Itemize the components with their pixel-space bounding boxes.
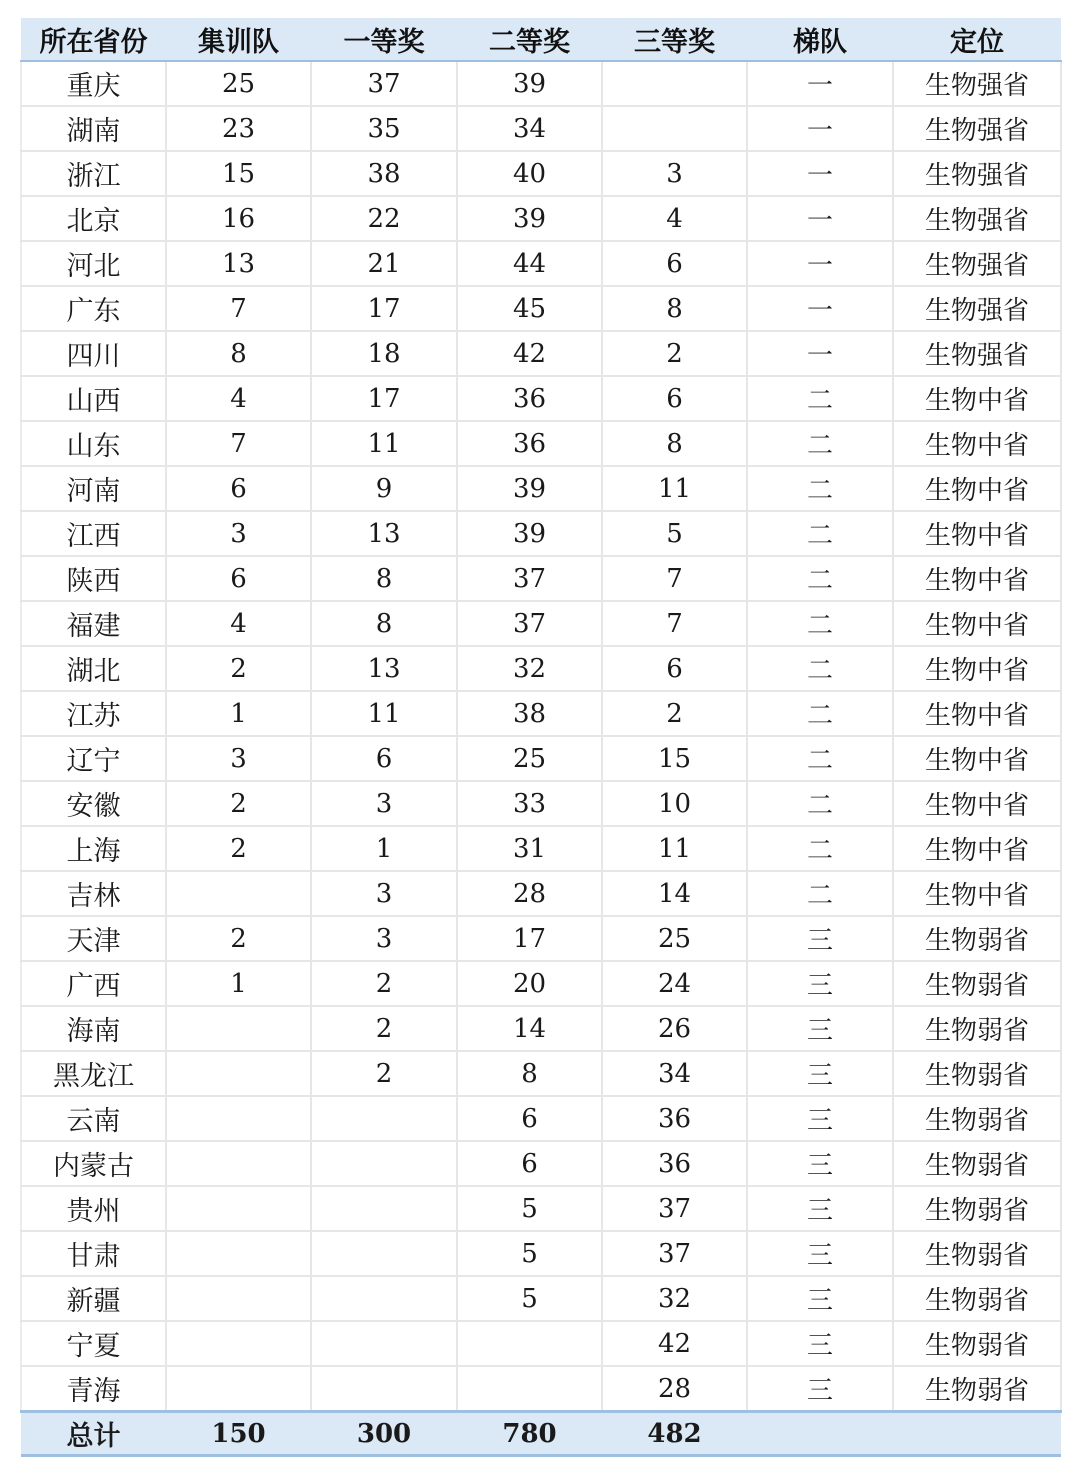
cell-positioning: 生物弱省 [893,1231,1061,1276]
cell-training-team: 1 [166,961,311,1006]
total-positioning [893,1412,1061,1456]
table-row [21,601,1061,646]
cell-tier: 三 [747,1321,893,1366]
table-row [21,376,1061,421]
cell-tier: 二 [747,556,893,601]
cell-second-prize: 45 [457,286,602,331]
cell-third-prize: 8 [602,286,747,331]
table-row [21,781,1061,826]
cell-province: 广西 [21,961,166,1006]
cell-province: 浙江 [21,151,166,196]
cell-second-prize: 38 [457,691,602,736]
cell-second-prize: 5 [457,1276,602,1321]
cell-first-prize [311,1141,457,1186]
table-row [21,1186,1061,1231]
cell-tier: 二 [747,376,893,421]
table-row [21,1096,1061,1141]
table-row [21,1231,1061,1276]
cell-tier: 三 [747,1006,893,1051]
cell-first-prize: 2 [311,1006,457,1051]
total-tier [747,1412,893,1456]
cell-second-prize: 6 [457,1141,602,1186]
cell-third-prize: 11 [602,826,747,871]
cell-first-prize: 17 [311,376,457,421]
cell-first-prize: 35 [311,106,457,151]
cell-province: 贵州 [21,1186,166,1231]
table-row [21,1051,1061,1096]
table-row [21,1276,1061,1321]
cell-third-prize: 15 [602,736,747,781]
cell-training-team: 2 [166,646,311,691]
cell-first-prize: 3 [311,781,457,826]
cell-training-team: 2 [166,916,311,961]
table-row [21,331,1061,376]
cell-training-team [166,1141,311,1186]
cell-second-prize: 39 [457,61,602,106]
cell-tier: 二 [747,646,893,691]
total-label: 总计 [21,1412,166,1456]
cell-training-team [166,1051,311,1096]
table-row [21,196,1061,241]
table-row [21,691,1061,736]
cell-positioning: 生物中省 [893,601,1061,646]
cell-positioning: 生物强省 [893,196,1061,241]
cell-first-prize: 1 [311,826,457,871]
cell-third-prize: 11 [602,466,747,511]
cell-training-team [166,1366,311,1412]
cell-training-team: 4 [166,376,311,421]
cell-training-team: 7 [166,286,311,331]
cell-first-prize: 18 [311,331,457,376]
cell-third-prize: 6 [602,646,747,691]
cell-tier: 二 [747,466,893,511]
cell-training-team: 13 [166,241,311,286]
cell-second-prize: 8 [457,1051,602,1096]
table-row [21,106,1061,151]
cell-third-prize: 36 [602,1141,747,1186]
cell-first-prize [311,1321,457,1366]
cell-tier: 一 [747,241,893,286]
cell-first-prize: 13 [311,511,457,556]
cell-positioning: 生物强省 [893,286,1061,331]
cell-province: 重庆 [21,61,166,106]
cell-province: 陕西 [21,556,166,601]
cell-training-team: 6 [166,466,311,511]
table-row [21,241,1061,286]
cell-province: 四川 [21,331,166,376]
cell-province: 甘肃 [21,1231,166,1276]
cell-first-prize [311,1231,457,1276]
cell-second-prize: 31 [457,826,602,871]
cell-first-prize: 8 [311,556,457,601]
cell-positioning: 生物强省 [893,61,1061,106]
cell-first-prize [311,1276,457,1321]
cell-third-prize: 10 [602,781,747,826]
table-row [21,871,1061,916]
cell-positioning: 生物强省 [893,151,1061,196]
cell-second-prize: 6 [457,1096,602,1141]
total-training-team: 150 [166,1412,311,1456]
cell-tier: 二 [747,736,893,781]
cell-province: 湖北 [21,646,166,691]
cell-positioning: 生物弱省 [893,1186,1061,1231]
cell-second-prize: 5 [457,1231,602,1276]
cell-second-prize: 40 [457,151,602,196]
cell-tier: 一 [747,196,893,241]
table-row [21,646,1061,691]
cell-second-prize: 32 [457,646,602,691]
cell-tier: 三 [747,961,893,1006]
cell-tier: 一 [747,61,893,106]
cell-tier: 一 [747,106,893,151]
cell-tier: 三 [747,1141,893,1186]
cell-positioning: 生物弱省 [893,1096,1061,1141]
cell-second-prize: 36 [457,376,602,421]
cell-third-prize: 4 [602,196,747,241]
cell-third-prize: 34 [602,1051,747,1096]
table-row [21,556,1061,601]
header-row [21,18,1061,61]
table-row [21,1366,1061,1412]
cell-tier: 三 [747,1096,893,1141]
cell-positioning: 生物弱省 [893,1366,1061,1412]
cell-tier: 三 [747,916,893,961]
table-row [21,511,1061,556]
cell-third-prize: 42 [602,1321,747,1366]
cell-training-team: 3 [166,511,311,556]
cell-third-prize: 37 [602,1231,747,1276]
cell-first-prize: 9 [311,466,457,511]
total-second-prize: 780 [457,1412,602,1456]
table-row [21,1321,1061,1366]
cell-third-prize: 6 [602,241,747,286]
cell-second-prize: 17 [457,916,602,961]
cell-province: 天津 [21,916,166,961]
cell-positioning: 生物中省 [893,556,1061,601]
cell-training-team [166,871,311,916]
cell-province: 内蒙古 [21,1141,166,1186]
cell-training-team [166,1096,311,1141]
cell-second-prize [457,1321,602,1366]
cell-second-prize: 33 [457,781,602,826]
cell-training-team: 3 [166,736,311,781]
cell-province: 福建 [21,601,166,646]
cell-positioning: 生物中省 [893,736,1061,781]
cell-training-team: 4 [166,601,311,646]
cell-tier: 二 [747,601,893,646]
cell-tier: 三 [747,1231,893,1276]
cell-province: 新疆 [21,1276,166,1321]
cell-positioning: 生物中省 [893,691,1061,736]
cell-tier: 三 [747,1051,893,1096]
header-first-prize: 一等奖 [311,18,457,61]
cell-third-prize: 36 [602,1096,747,1141]
cell-third-prize: 5 [602,511,747,556]
cell-second-prize: 39 [457,196,602,241]
cell-province: 北京 [21,196,166,241]
cell-training-team: 1 [166,691,311,736]
cell-first-prize: 3 [311,916,457,961]
cell-third-prize: 26 [602,1006,747,1051]
table-row [21,1006,1061,1051]
table-row [21,286,1061,331]
cell-second-prize: 39 [457,511,602,556]
cell-tier: 二 [747,421,893,466]
cell-training-team [166,1006,311,1051]
cell-positioning: 生物强省 [893,241,1061,286]
table-row [21,1141,1061,1186]
cell-province: 黑龙江 [21,1051,166,1096]
total-third-prize: 482 [602,1412,747,1456]
cell-positioning: 生物中省 [893,646,1061,691]
cell-province: 河北 [21,241,166,286]
cell-second-prize: 34 [457,106,602,151]
cell-positioning: 生物弱省 [893,1276,1061,1321]
cell-training-team [166,1231,311,1276]
cell-training-team: 8 [166,331,311,376]
cell-positioning: 生物弱省 [893,916,1061,961]
cell-training-team: 6 [166,556,311,601]
cell-tier: 二 [747,871,893,916]
cell-first-prize: 8 [311,601,457,646]
cell-training-team: 25 [166,61,311,106]
header-tier: 梯队 [747,18,893,61]
cell-province: 江苏 [21,691,166,736]
cell-second-prize: 28 [457,871,602,916]
cell-training-team [166,1321,311,1366]
cell-training-team [166,1186,311,1231]
cell-positioning: 生物强省 [893,331,1061,376]
cell-province: 吉林 [21,871,166,916]
cell-third-prize: 25 [602,916,747,961]
cell-first-prize: 2 [311,961,457,1006]
cell-second-prize: 37 [457,556,602,601]
cell-first-prize: 2 [311,1051,457,1096]
cell-province: 广东 [21,286,166,331]
header-training-team: 集训队 [166,18,311,61]
total-first-prize: 300 [311,1412,457,1456]
cell-second-prize: 37 [457,601,602,646]
cell-tier: 三 [747,1186,893,1231]
cell-third-prize: 6 [602,376,747,421]
table-row [21,736,1061,781]
cell-third-prize: 2 [602,691,747,736]
cell-tier: 二 [747,691,893,736]
cell-second-prize: 44 [457,241,602,286]
cell-first-prize: 21 [311,241,457,286]
cell-third-prize: 14 [602,871,747,916]
cell-first-prize [311,1096,457,1141]
cell-province: 山东 [21,421,166,466]
table-row [21,151,1061,196]
cell-positioning: 生物中省 [893,781,1061,826]
header-second-prize: 二等奖 [457,18,602,61]
table-row [21,826,1061,871]
cell-first-prize: 13 [311,646,457,691]
cell-tier: 一 [747,331,893,376]
cell-first-prize [311,1186,457,1231]
cell-third-prize: 7 [602,601,747,646]
cell-first-prize: 22 [311,196,457,241]
cell-province: 宁夏 [21,1321,166,1366]
cell-tier: 一 [747,151,893,196]
cell-tier: 三 [747,1366,893,1412]
province-awards-table [20,18,1062,1457]
cell-province: 山西 [21,376,166,421]
cell-positioning: 生物强省 [893,106,1061,151]
cell-first-prize: 11 [311,691,457,736]
cell-training-team [166,1276,311,1321]
cell-province: 青海 [21,1366,166,1412]
table-row [21,466,1061,511]
cell-positioning: 生物中省 [893,511,1061,556]
header-third-prize: 三等奖 [602,18,747,61]
cell-positioning: 生物弱省 [893,1006,1061,1051]
cell-first-prize: 38 [311,151,457,196]
header-province: 所在省份 [21,18,166,61]
cell-third-prize: 7 [602,556,747,601]
cell-first-prize: 6 [311,736,457,781]
cell-second-prize: 14 [457,1006,602,1051]
cell-positioning: 生物中省 [893,376,1061,421]
cell-training-team: 23 [166,106,311,151]
cell-second-prize: 39 [457,466,602,511]
cell-third-prize [602,61,747,106]
cell-training-team: 16 [166,196,311,241]
cell-positioning: 生物中省 [893,826,1061,871]
cell-second-prize [457,1366,602,1412]
cell-province: 上海 [21,826,166,871]
cell-third-prize: 24 [602,961,747,1006]
table-row [21,61,1061,106]
cell-third-prize: 37 [602,1186,747,1231]
cell-third-prize: 32 [602,1276,747,1321]
table-row [21,961,1061,1006]
cell-second-prize: 25 [457,736,602,781]
cell-positioning: 生物中省 [893,871,1061,916]
cell-third-prize: 28 [602,1366,747,1412]
cell-training-team: 2 [166,826,311,871]
cell-tier: 二 [747,781,893,826]
cell-third-prize: 8 [602,421,747,466]
cell-third-prize: 3 [602,151,747,196]
cell-first-prize: 37 [311,61,457,106]
table-row [21,421,1061,466]
cell-training-team: 15 [166,151,311,196]
cell-province: 海南 [21,1006,166,1051]
cell-positioning: 生物弱省 [893,1051,1061,1096]
header-positioning: 定位 [893,18,1061,61]
cell-positioning: 生物弱省 [893,1321,1061,1366]
cell-province: 河南 [21,466,166,511]
cell-positioning: 生物弱省 [893,961,1061,1006]
cell-province: 湖南 [21,106,166,151]
cell-third-prize [602,106,747,151]
cell-second-prize: 20 [457,961,602,1006]
cell-province: 安徽 [21,781,166,826]
cell-second-prize: 42 [457,331,602,376]
cell-second-prize: 5 [457,1186,602,1231]
cell-first-prize: 17 [311,286,457,331]
cell-third-prize: 2 [602,331,747,376]
cell-province: 云南 [21,1096,166,1141]
cell-tier: 二 [747,511,893,556]
cell-tier: 三 [747,1276,893,1321]
cell-first-prize: 3 [311,871,457,916]
cell-province: 辽宁 [21,736,166,781]
cell-first-prize: 11 [311,421,457,466]
cell-positioning: 生物中省 [893,466,1061,511]
cell-positioning: 生物中省 [893,421,1061,466]
table-row [21,916,1061,961]
cell-tier: 二 [747,826,893,871]
total-row [21,1412,1061,1456]
cell-training-team: 2 [166,781,311,826]
cell-tier: 一 [747,286,893,331]
cell-second-prize: 36 [457,421,602,466]
cell-positioning: 生物弱省 [893,1141,1061,1186]
cell-first-prize [311,1366,457,1412]
cell-training-team: 7 [166,421,311,466]
cell-province: 江西 [21,511,166,556]
